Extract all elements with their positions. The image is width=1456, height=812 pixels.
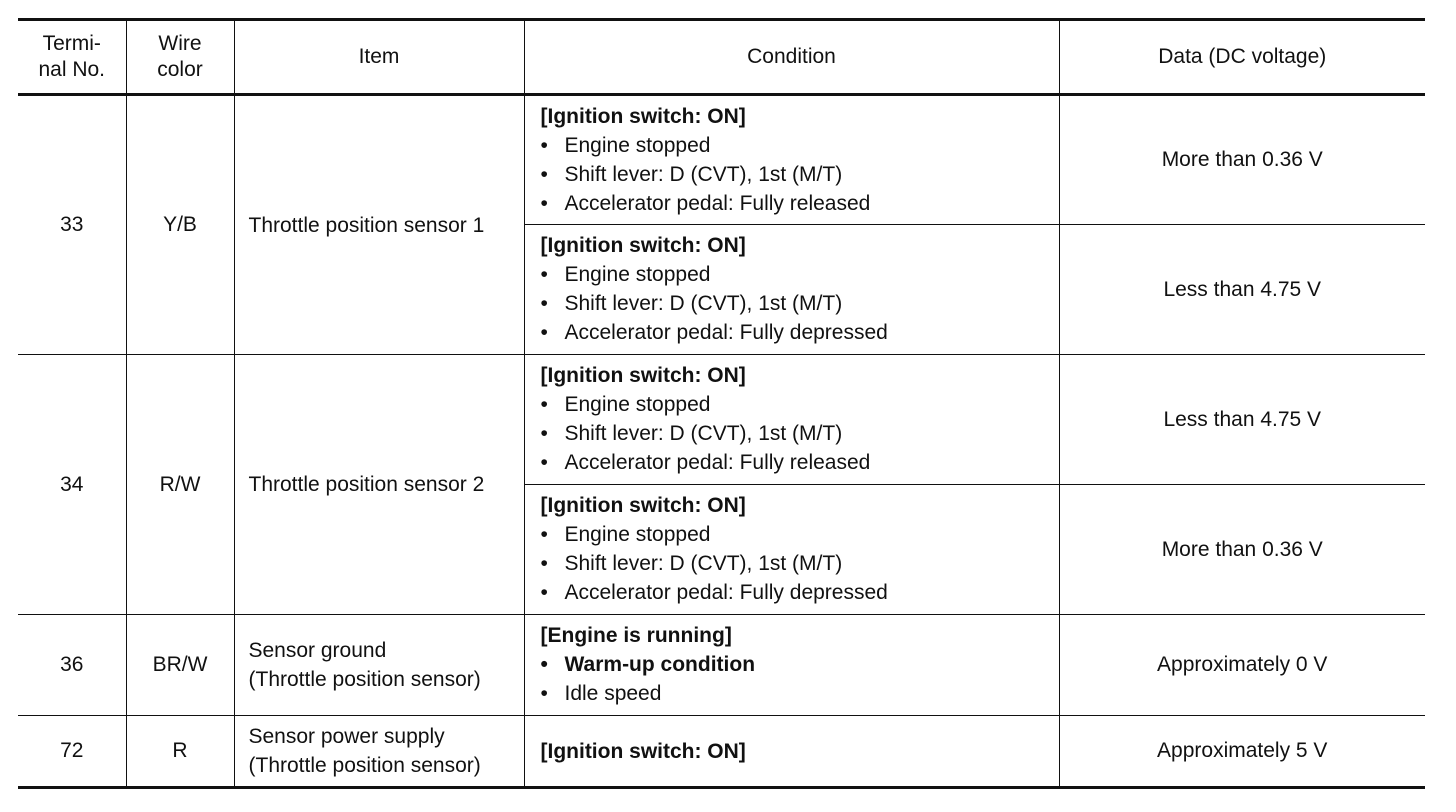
bullet-icon: • <box>540 422 548 445</box>
bullet-icon: • <box>540 292 548 315</box>
bullet-text: Shift lever: D (CVT), 1st (M/T) <box>564 422 843 445</box>
bullet-text: Accelerator pedal: Fully released <box>564 192 871 215</box>
terminal-cell: 72 <box>18 716 126 788</box>
condition-cell <box>524 716 1059 788</box>
bullet-text: Accelerator pedal: Fully released <box>564 451 871 474</box>
condition-heading: [Ignition switch: ON] <box>540 739 746 763</box>
header-condition: Condition <box>524 20 1059 95</box>
bullet-icon: • <box>540 263 548 286</box>
bullet-text: Accelerator pedal: Fully depressed <box>564 321 888 344</box>
item-line: (Throttle position sensor) <box>248 754 481 777</box>
terminal-data-table-wrapper <box>18 18 1425 789</box>
header-terminal-line1: Termi- <box>42 32 101 55</box>
header-terminal-line2: nal No. <box>38 58 106 81</box>
condition-bullet <box>541 390 1059 419</box>
bullet-icon: • <box>540 393 548 416</box>
data-cell: Less than 4.75 V <box>1059 355 1425 485</box>
condition-cell <box>524 355 1059 485</box>
header-terminal <box>18 20 126 95</box>
wire-color-cell: Y/B <box>126 95 234 355</box>
bullet-text: Engine stopped <box>564 134 711 157</box>
wire-color-cell: BR/W <box>126 615 234 716</box>
bullet-icon: • <box>540 523 548 546</box>
condition-bullet <box>541 650 1059 679</box>
wire-color-cell: R <box>126 716 234 788</box>
bullet-icon: • <box>540 552 548 575</box>
item-line: Sensor power supply <box>248 725 445 748</box>
wire-color-cell: R/W <box>126 355 234 615</box>
terminal-data-table <box>18 18 1425 789</box>
condition-cell <box>524 95 1059 225</box>
bullet-icon: • <box>540 653 548 676</box>
header-data: Data (DC voltage) <box>1059 20 1425 95</box>
table-row-72 <box>18 716 1425 788</box>
bullet-icon: • <box>540 192 548 215</box>
condition-bullet <box>541 189 1059 218</box>
item-cell <box>234 716 524 788</box>
condition-bullet <box>541 448 1059 477</box>
condition-bullet <box>541 520 1059 549</box>
bullet-text: Shift lever: D (CVT), 1st (M/T) <box>564 292 843 315</box>
bullet-icon: • <box>540 163 548 186</box>
condition-bullet <box>541 131 1059 160</box>
table-row-36 <box>18 615 1425 716</box>
bullet-text: Warm-up condition <box>564 653 756 676</box>
condition-bullet <box>541 578 1059 607</box>
condition-bullet <box>541 679 1059 708</box>
terminal-cell: 36 <box>18 615 126 716</box>
data-cell: Approximately 5 V <box>1059 716 1425 788</box>
condition-heading: [Ignition switch: ON] <box>540 234 746 257</box>
item-cell <box>234 615 524 716</box>
bullet-text: Engine stopped <box>564 523 711 546</box>
bullet-text: Shift lever: D (CVT), 1st (M/T) <box>564 163 843 186</box>
condition-heading: [Engine is running] <box>540 624 732 647</box>
bullet-icon: • <box>540 134 548 157</box>
header-wire-line1: Wire <box>158 32 202 55</box>
header-wire-line2: color <box>157 58 203 81</box>
condition-heading: [Ignition switch: ON] <box>540 105 746 128</box>
condition-bullet <box>541 549 1059 578</box>
bullet-icon: • <box>540 451 548 474</box>
bullet-text: Idle speed <box>564 682 662 705</box>
condition-cell <box>524 615 1059 716</box>
condition-bullet <box>541 419 1059 448</box>
condition-bullet <box>541 289 1059 318</box>
condition-heading: [Ignition switch: ON] <box>540 364 746 387</box>
bullet-text: Engine stopped <box>564 263 711 286</box>
data-cell: More than 0.36 V <box>1059 485 1425 615</box>
data-cell: Less than 4.75 V <box>1059 225 1425 355</box>
header-item: Item <box>234 20 524 95</box>
bullet-icon: • <box>540 321 548 344</box>
bullet-text: Accelerator pedal: Fully depressed <box>564 581 888 604</box>
item-line: (Throttle position sensor) <box>248 668 481 691</box>
bullet-icon: • <box>540 581 548 604</box>
table-row-33a <box>18 95 1425 225</box>
condition-bullet <box>541 160 1059 189</box>
condition-cell <box>524 225 1059 355</box>
item-cell: Throttle position sensor 1 <box>234 95 524 355</box>
item-cell: Throttle position sensor 2 <box>234 355 524 615</box>
data-cell: Approximately 0 V <box>1059 615 1425 716</box>
header-wire-color <box>126 20 234 95</box>
condition-cell <box>524 485 1059 615</box>
bullet-icon: • <box>540 682 548 705</box>
condition-bullet <box>541 260 1059 289</box>
terminal-cell: 33 <box>18 95 126 355</box>
bullet-text: Engine stopped <box>564 393 711 416</box>
data-cell: More than 0.36 V <box>1059 95 1425 225</box>
table-row-34a <box>18 355 1425 485</box>
item-line: Sensor ground <box>248 639 387 662</box>
condition-heading: [Ignition switch: ON] <box>540 494 746 517</box>
table-header-row <box>18 20 1425 95</box>
terminal-cell: 34 <box>18 355 126 615</box>
bullet-text: Shift lever: D (CVT), 1st (M/T) <box>564 552 843 575</box>
condition-bullet <box>541 318 1059 347</box>
